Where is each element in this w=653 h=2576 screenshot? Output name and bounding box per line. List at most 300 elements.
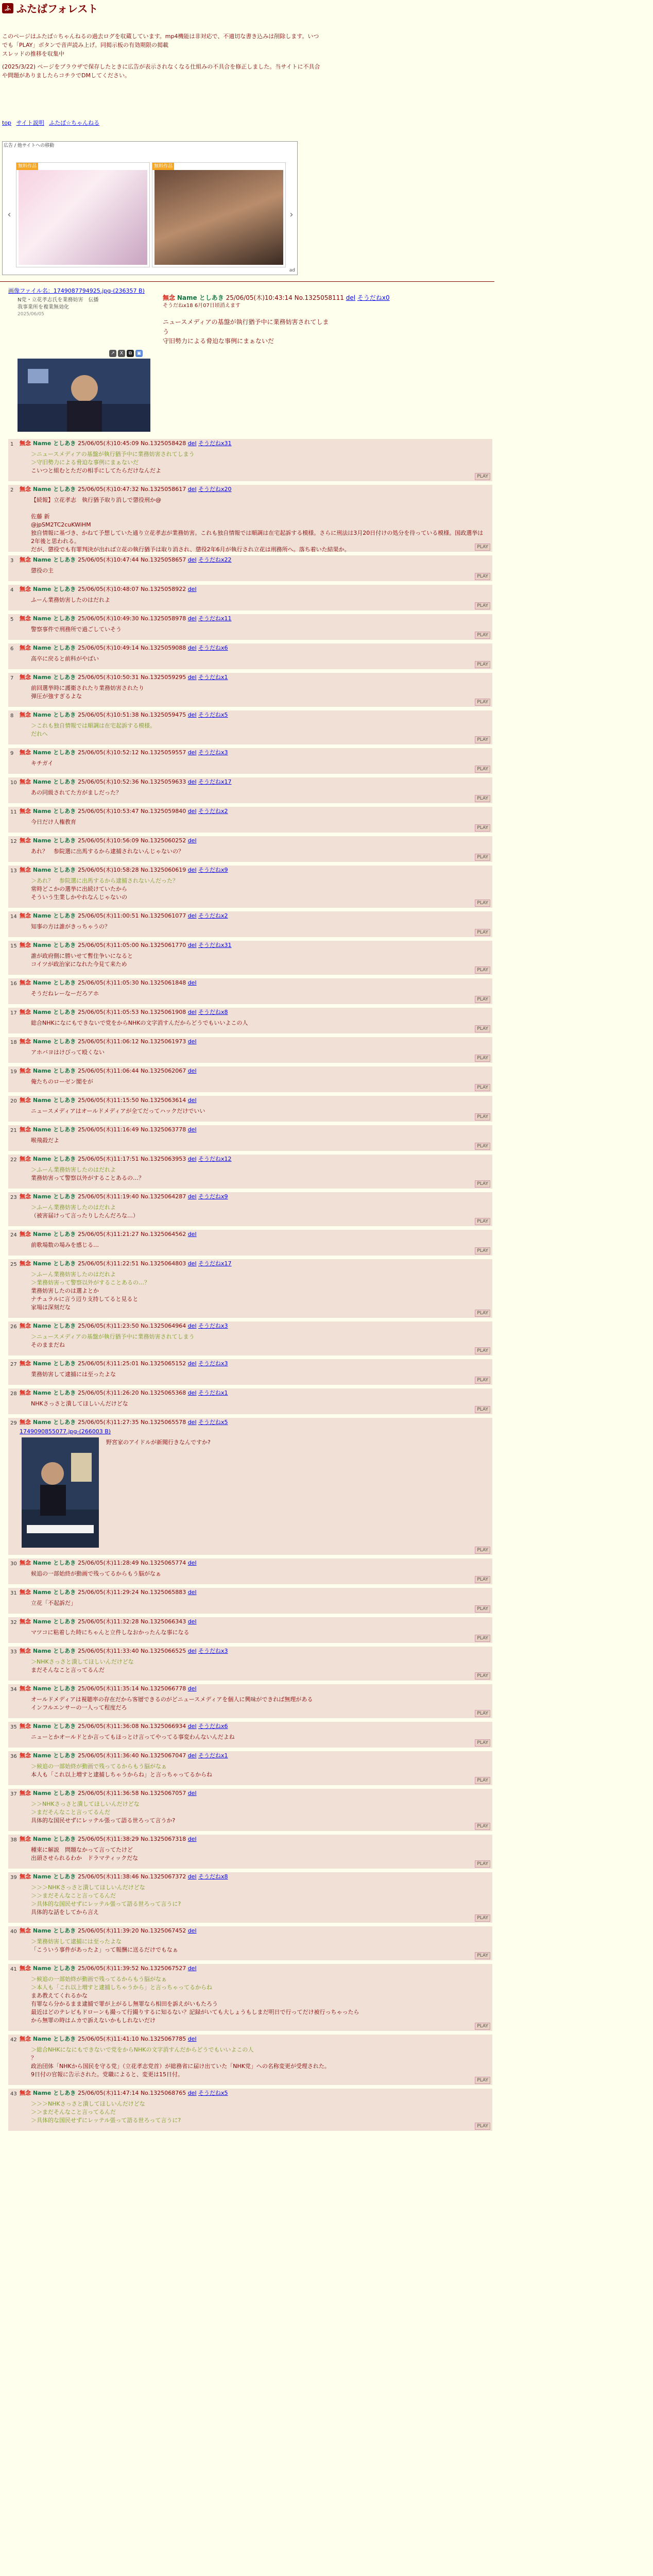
reply-post	[8, 1926, 492, 1960]
del-link[interactable]: del	[187, 979, 197, 986]
reply-post	[8, 1155, 492, 1189]
sodane-link[interactable]: そうだねx1	[198, 1389, 228, 1396]
ad-next-icon[interactable]: ›	[289, 209, 294, 220]
reply-number: 41	[10, 1967, 17, 1972]
reply-number: 31	[10, 1590, 17, 1596]
del-link[interactable]: del	[187, 1009, 197, 1015]
reply-number: 21	[10, 1128, 17, 1133]
body-line: まあ教えてくれるかな	[31, 1992, 88, 1999]
reply-number: 18	[10, 1040, 17, 1045]
reply-number: 4	[10, 587, 14, 593]
del-link[interactable]: del	[187, 1193, 197, 1200]
reply-body	[31, 1400, 484, 1408]
post-subject: 無念	[20, 1231, 33, 1238]
del-link[interactable]: del	[187, 645, 197, 651]
post-date: 25/06/05(木)11:06:44 No.1325062067	[78, 1067, 188, 1074]
nav-link-top[interactable]: top	[2, 120, 12, 126]
del-link[interactable]: del	[187, 674, 197, 681]
sodane-link[interactable]: そうだねx1	[198, 1752, 228, 1759]
post-subject: 無念	[20, 749, 33, 756]
post-name: Name としあき	[32, 1360, 78, 1367]
reply-number: 34	[10, 1687, 17, 1692]
del-link[interactable]: del	[187, 711, 197, 718]
reply-post	[8, 1359, 492, 1385]
play-button[interactable]: PLAY	[475, 1084, 490, 1091]
post-date: 25/06/05(木)11:21:27 No.1325064562	[78, 1231, 188, 1238]
op-thumbnail-art	[18, 359, 150, 432]
quote-line: ＞ふーん業務妨害したのはだれよ	[31, 1204, 116, 1211]
post-date: 25/06/05(木)11:41:10 No.1325067785	[78, 2036, 188, 2042]
quote-line: ＞候追の一部始終が動画で残ってるからもう脳がなぁ	[31, 1763, 167, 1770]
reply-header	[20, 1752, 228, 1760]
sodane-link[interactable]: そうだねx17	[198, 1260, 232, 1267]
play-button[interactable]: PLAY	[475, 1777, 490, 1784]
reply-number: 11	[10, 809, 17, 815]
post-subject: 無念	[20, 1097, 33, 1104]
body-line: 前回選挙時に護衛されたり業務妨害されたり	[31, 685, 144, 691]
del-link[interactable]: del	[187, 1231, 197, 1238]
post-date: 25/06/05(木)10:48:07 No.1325058922	[78, 586, 188, 592]
play-button[interactable]: PLAY	[475, 473, 490, 480]
reply-body	[31, 1884, 484, 1917]
reply-post	[8, 1558, 492, 1584]
del-link[interactable]: del	[187, 486, 197, 493]
reply-body	[31, 1599, 484, 1607]
body-line: （被害届けって言ったりしたんだろな…）	[31, 1212, 139, 1219]
sodane-link[interactable]: そうだねx2	[198, 912, 228, 919]
play-button[interactable]: PLAY	[475, 967, 490, 974]
del-link[interactable]: del	[187, 2090, 197, 2096]
divider	[0, 281, 494, 282]
sodane-link[interactable]: そうだねx5	[198, 2090, 228, 2096]
post-name: Name としあき	[32, 1193, 78, 1200]
play-button[interactable]: PLAY	[475, 1547, 490, 1554]
sodane-link[interactable]: そうだねx31	[198, 942, 232, 948]
post-subject: 無念	[20, 1038, 33, 1045]
post-subject: 無念	[20, 615, 33, 622]
op-post	[8, 287, 492, 432]
post-date: 25/06/05(木)11:28:49 No.1325065774	[78, 1560, 188, 1566]
body-line: 【続報】立花孝志 執行猶予取り消しで懲役刑か@	[31, 497, 161, 503]
ad-image	[154, 170, 283, 265]
play-button[interactable]: PLAY	[475, 1860, 490, 1868]
reply-number: 24	[10, 1232, 17, 1238]
sodane-link[interactable]: そうだねx3	[198, 1323, 228, 1329]
nav-links	[2, 120, 102, 127]
quote-line: ＞＞NHKさっさと潰してほしいんだけどな	[31, 1801, 140, 1807]
notice-line: (2025/3/22) ページをブラウザで保存したときに広告が表示されなくなる仕組みの不具合を修正しました。当サイトに不具合や問題がありましたらコチラでDMしてください。	[2, 63, 320, 79]
body-line: 佐藤 新	[31, 513, 50, 520]
post-date: 25/06/05(木)11:36:08 No.1325066934	[78, 1723, 188, 1730]
play-button[interactable]: PLAY	[475, 1377, 490, 1384]
play-button[interactable]: PLAY	[475, 544, 490, 551]
play-button[interactable]: PLAY	[475, 632, 490, 639]
sodane-link[interactable]: そうだねx3	[198, 749, 228, 756]
body-line: 弾圧が強すぎるよな	[31, 692, 82, 700]
play-button[interactable]: PLAY	[475, 2023, 490, 2030]
body-line: ニューとかオールドとか言ってもほっとけ言ってやってる事変わんないんだよね	[31, 1734, 235, 1740]
notice-line: スレッドの推移を収集中	[2, 50, 64, 58]
play-button[interactable]: PLAY	[475, 602, 490, 609]
post-name: Name としあき	[32, 942, 78, 948]
reply-number: 35	[10, 1724, 17, 1730]
reply-post	[8, 1684, 492, 1718]
reply-post	[8, 1588, 492, 1614]
del-link[interactable]: del	[187, 1560, 197, 1566]
post-subject: 無念	[20, 942, 33, 948]
reply-header	[20, 1067, 197, 1075]
play-button[interactable]: PLAY	[475, 1218, 490, 1225]
play-button[interactable]: PLAY	[475, 2123, 490, 2130]
del-link[interactable]: del	[187, 1965, 197, 1972]
post-name: Name としあき	[32, 1231, 78, 1238]
sodane-link[interactable]: そうだねx6	[198, 645, 228, 651]
body-line: 種束に解説 問題なかって言ってたけど	[31, 1846, 133, 1853]
post-name: Name としあき	[32, 711, 78, 718]
reply-body	[31, 1800, 484, 1825]
reply-number: 9	[10, 751, 14, 756]
post-name: Name としあき	[32, 586, 78, 592]
play-button[interactable]: PLAY	[475, 1739, 490, 1747]
quote-line: ＞ふーん業務妨害したのはだれよ	[31, 1166, 116, 1173]
reply-number: 39	[10, 1875, 17, 1880]
sodane-link[interactable]: そうだねx20	[198, 486, 232, 493]
reply-body	[31, 450, 484, 475]
reply-header	[20, 1685, 197, 1693]
post-date: 25/06/05(木)11:23:50 No.1325064964	[78, 1323, 188, 1329]
del-link[interactable]: del	[187, 556, 197, 563]
sodane-link[interactable]: そうだねx9	[198, 1193, 228, 1200]
del-link[interactable]: del	[187, 1126, 197, 1133]
play-button[interactable]: PLAY	[475, 1347, 490, 1354]
del-link[interactable]: del	[187, 1038, 197, 1045]
sodane-link[interactable]: そうだねx3	[198, 1648, 228, 1654]
reply-header	[20, 1389, 228, 1397]
play-button[interactable]: PLAY	[475, 1406, 490, 1413]
ad-image	[19, 170, 147, 265]
post-subject: 無念	[20, 556, 33, 563]
body-line: NHKさっさと潰してほしいんだけどな	[31, 1400, 128, 1407]
play-button[interactable]: PLAY	[475, 1576, 490, 1583]
del-link[interactable]: del	[187, 837, 197, 844]
sodane-link[interactable]: そうだねx5	[198, 1419, 228, 1426]
post-name: Name としあき	[32, 912, 78, 919]
post-date: 25/06/05(木)11:35:14 No.1325066778	[78, 1685, 188, 1692]
play-button[interactable]: PLAY	[475, 573, 490, 580]
post-name: Name としあき	[32, 778, 78, 785]
reply-post	[8, 1388, 492, 1414]
del-link[interactable]: del	[187, 1067, 197, 1074]
post-date: 25/06/05(木)11:36:40 No.1325067047	[78, 1752, 188, 1759]
site-header	[2, 2, 651, 14]
del-link[interactable]: del	[187, 1648, 197, 1654]
reply-header	[20, 1360, 228, 1368]
play-button[interactable]: PLAY	[475, 1113, 490, 1121]
post-subject: 無念	[20, 586, 33, 592]
copy-icon[interactable]: ⧉	[127, 350, 134, 357]
del-link[interactable]: del	[187, 1873, 197, 1880]
reply-post	[8, 1722, 492, 1748]
post-subject: 無念	[20, 1752, 33, 1759]
sodane-link[interactable]: そうだねx6	[198, 1723, 228, 1730]
reply-post	[8, 1259, 492, 1318]
reply-header	[20, 711, 228, 719]
reply-body	[31, 1333, 484, 1349]
reply-post	[8, 1037, 492, 1063]
reply-number: 6	[10, 646, 14, 652]
nav-link-about[interactable]: サイト説明	[16, 120, 44, 126]
del-link[interactable]: del	[187, 778, 197, 785]
reply-file-link[interactable]	[20, 1428, 111, 1436]
play-button[interactable]: PLAY	[475, 1180, 490, 1188]
post-name: Name としあき	[32, 674, 78, 681]
sodane-link[interactable]: そうだねx5	[198, 711, 228, 718]
del-link[interactable]: del	[187, 1752, 197, 1759]
reply-post	[8, 1617, 492, 1643]
reply-number: 42	[10, 2037, 17, 2043]
post-subject: 無念	[20, 808, 33, 815]
play-button[interactable]: PLAY	[475, 1635, 490, 1642]
del-link[interactable]: del	[187, 440, 197, 447]
del-link[interactable]: del	[187, 912, 197, 919]
post-date: 25/06/05(木)10:49:30 No.1325058978	[78, 615, 188, 622]
reply-number: 38	[10, 1837, 17, 1843]
del-link[interactable]: del	[187, 586, 197, 592]
ad-prev-icon[interactable]: ‹	[7, 209, 11, 220]
reply-post	[8, 555, 492, 581]
reply-header	[20, 2036, 197, 2043]
post-date: 25/06/05(木)11:05:53 No.1325061908	[78, 1009, 188, 1015]
post-subject: 無念	[20, 1260, 33, 1267]
play-button[interactable]: PLAY	[475, 900, 490, 907]
del-link[interactable]: del	[187, 1419, 197, 1426]
reply-header	[20, 1323, 228, 1330]
post-date: 25/06/05(木)11:16:49 No.1325063778	[78, 1126, 188, 1133]
body-line: 警察事件で刑務所で過ごしていそう	[31, 626, 122, 633]
sodane-link[interactable]: そうだねx22	[198, 556, 232, 563]
post-date: 25/06/05(木)11:29:24 No.1325065883	[78, 1589, 188, 1596]
op-file-link[interactable]: 画像ファイル名：1749087794925.jpg-(236357 B)	[8, 287, 145, 294]
reply-post	[8, 1418, 492, 1555]
post-name: Name としあき	[32, 440, 78, 447]
reply-number: 23	[10, 1195, 17, 1200]
reply-header	[20, 1009, 228, 1016]
sodane-link[interactable]: そうだねx31	[198, 440, 232, 447]
reply-thumbnail[interactable]	[22, 1437, 99, 1548]
sodane-link[interactable]: そうだねx1	[198, 674, 228, 681]
play-button[interactable]: PLAY	[475, 1247, 490, 1255]
reply-header	[20, 1589, 197, 1597]
reply-header	[20, 1873, 228, 1881]
play-button[interactable]: PLAY	[475, 1025, 490, 1032]
body-line: 出頭させられるわか ドラマティックだな	[31, 1854, 139, 1861]
sodane-link[interactable]: そうだねx0	[357, 294, 390, 301]
post-subject: 無念	[20, 2036, 33, 2042]
reply-post	[8, 614, 492, 640]
play-button[interactable]: PLAY	[475, 766, 490, 773]
del-link[interactable]: del	[187, 615, 197, 622]
quote-line: ＞候追の一部始終が動画で残ってるからもう脳がなぁ	[31, 1976, 167, 1982]
sodane-link[interactable]: そうだねx8	[198, 1873, 228, 1880]
post-subject: 無念	[20, 1965, 33, 1972]
post-name: Name としあき	[32, 867, 78, 873]
ad-tag: 無料作品	[152, 163, 174, 170]
play-button[interactable]: PLAY	[475, 699, 490, 706]
body-line: 独自情報に基づき、かねて予想していた通り立花孝志が業務妨害。これも独自情報では順調は在宅起訴する模様。さらに刑法は3月20日付けの処分を待っている模様。国政選挙は2年後と思われる。	[31, 529, 484, 545]
reply-post	[8, 2035, 492, 2085]
reply-post	[8, 807, 492, 833]
reply-body	[31, 684, 484, 701]
post-subject: 無念	[20, 1156, 33, 1162]
play-button[interactable]: PLAY	[475, 1310, 490, 1317]
reply-header	[20, 867, 228, 874]
reply-header	[20, 979, 197, 987]
reply-number: 43	[10, 2091, 17, 2097]
site-notice	[2, 32, 321, 80]
del-link[interactable]: del	[187, 1097, 197, 1104]
play-button[interactable]: PLAY	[475, 996, 490, 1003]
quote-line: ＞総合NHKになにもできないで党をからNHKの文字消すんだからどうでもいいよこの人	[31, 2046, 254, 2053]
del-link[interactable]: del	[187, 1685, 197, 1692]
play-button[interactable]: PLAY	[475, 1710, 490, 1717]
reply-number: 7	[10, 675, 14, 681]
quote-line: ＞まだそんなこと言ってるんだ	[31, 1808, 110, 1816]
play-button[interactable]: PLAY	[475, 736, 490, 743]
post-date: 25/06/05(木)11:33:40 No.1325066525	[78, 1648, 188, 1654]
del-link[interactable]: del	[187, 808, 197, 815]
file-name[interactable]: 1749090855077.jpg-(266003 B)	[20, 1428, 111, 1435]
del-link[interactable]: del	[187, 1323, 197, 1329]
ad-footer: ad	[289, 267, 295, 273]
post-subject: 無念	[20, 1360, 33, 1367]
sodane-link[interactable]: そうだねx12	[198, 1156, 232, 1162]
reply-number: 3	[10, 558, 14, 564]
play-button[interactable]: PLAY	[475, 661, 490, 668]
post-subject: 無念	[20, 1648, 33, 1654]
ad-item[interactable]	[152, 162, 286, 267]
del-link[interactable]: del	[187, 1260, 197, 1267]
del-link[interactable]: del	[187, 749, 197, 756]
reply-number: 8	[10, 713, 14, 719]
reply-header	[20, 1419, 228, 1427]
reply-post	[8, 1789, 492, 1831]
del-link[interactable]: del	[187, 867, 197, 873]
play-button[interactable]: PLAY	[475, 929, 490, 936]
play-button[interactable]: PLAY	[475, 854, 490, 861]
ad-tag: 無料作品	[16, 163, 38, 170]
op-body: ニュースメディアの基盤が執行猶予中に業務妨害されてしま う 守旧勢力による脅迫な事例にまぁないだ	[163, 318, 329, 345]
del-link[interactable]: del	[187, 1723, 197, 1730]
play-button[interactable]: PLAY	[475, 1605, 490, 1613]
reply-body	[31, 1696, 484, 1712]
post-subject: 無念	[20, 674, 33, 681]
play-button[interactable]: PLAY	[475, 1143, 490, 1150]
post-name: Name としあき	[32, 1260, 78, 1267]
reply-body	[31, 1762, 484, 1779]
post-subject: 無念	[20, 1589, 33, 1596]
ad-item[interactable]	[16, 162, 150, 267]
site-title[interactable]: ふたばフォレスト	[16, 3, 98, 15]
play-button[interactable]: PLAY	[475, 1823, 490, 1830]
post-subject: 無念	[20, 1193, 33, 1200]
post-name: Name としあき	[32, 645, 78, 651]
quote-line: ＞守旧勢力による脅迫な事例にまぁないだ	[31, 459, 139, 466]
play-button[interactable]: PLAY	[475, 795, 490, 802]
del-link[interactable]: del	[187, 1360, 197, 1367]
body-line: 政治団体「NHKから国民を守る党」（立花孝志党首）が総務省に届け出ていた「NHK党」への名称変更が受理された。	[31, 2062, 330, 2070]
post-subject: 無念	[20, 1419, 33, 1426]
play-button[interactable]: PLAY	[475, 1055, 490, 1062]
del-link[interactable]: del	[187, 1618, 197, 1625]
quote-line: ＞業務妨害って警察以外がすることあるの…？	[31, 1279, 150, 1286]
sodane-link[interactable]: そうだねx17	[198, 778, 232, 785]
sodane-link[interactable]: そうだねx2	[198, 808, 228, 815]
reply-post	[8, 485, 492, 552]
del-link[interactable]: del	[187, 2036, 197, 2042]
del-link[interactable]: del	[187, 942, 197, 948]
reply-body	[31, 722, 484, 738]
reply-body	[31, 952, 484, 969]
del-link[interactable]: del	[187, 1389, 197, 1396]
nav-link-futaba[interactable]: ふたば☆ちゃんねる	[49, 120, 100, 126]
reply-post	[8, 911, 492, 937]
sodane-link[interactable]: そうだねx8	[198, 1009, 228, 1015]
reply-number: 15	[10, 943, 17, 949]
post-name: Name としあき	[32, 1752, 78, 1759]
body-line: から無罪の時はムカで訴えないかもしれないだけ	[31, 2016, 156, 2024]
quote-line: ＞これも独自情報では順調は在宅起訴する模様。	[31, 722, 156, 729]
reply-post	[8, 2089, 492, 2131]
sodane-link[interactable]: そうだねx11	[198, 615, 232, 622]
reply-header	[20, 1927, 197, 1935]
del-link[interactable]: del	[187, 1589, 197, 1596]
post-subject: 無念	[20, 486, 33, 493]
play-button[interactable]: PLAY	[475, 1952, 490, 1959]
play-button[interactable]: PLAY	[475, 2077, 490, 2084]
post-name: Name としあき	[32, 837, 78, 844]
op-thumbnail[interactable]	[18, 359, 150, 432]
play-button[interactable]: PLAY	[475, 1672, 490, 1680]
post-subject: 無念	[20, 440, 33, 447]
post-date: 25/06/05(木)11:15:50 No.1325063614	[78, 1097, 188, 1104]
play-button[interactable]: PLAY	[475, 824, 490, 832]
body-line: そういう生業しかやれなんじゃないの	[31, 893, 127, 901]
site-logo: ふ	[2, 3, 13, 13]
del-link[interactable]: del	[346, 294, 356, 301]
reply-body	[31, 1137, 484, 1145]
del-link[interactable]: del	[187, 1836, 197, 1842]
share-icons	[109, 348, 144, 357]
post-subject: 無念	[20, 1323, 33, 1329]
del-link[interactable]: del	[187, 1790, 197, 1797]
sodane-link[interactable]: そうだねx3	[198, 1360, 228, 1367]
reply-body	[31, 848, 484, 856]
del-link[interactable]: del	[187, 1156, 197, 1162]
quote-line: ＞ふーん業務妨害したのはだれよ	[31, 1271, 116, 1278]
reply-body	[31, 655, 484, 663]
bookmark-icon[interactable]: ▣	[135, 350, 143, 357]
body-line: @jpSM2TC2cuKWiHM	[31, 521, 91, 528]
x-icon[interactable]: X	[118, 350, 125, 357]
post-name: Name としあき	[32, 1156, 78, 1162]
play-button[interactable]: PLAY	[475, 1914, 490, 1922]
sodane-link[interactable]: そうだねx9	[198, 867, 228, 873]
body-line: キチガイ	[31, 760, 54, 767]
share-icon[interactable]: ↗	[109, 350, 116, 357]
body-line: 野宮家のアイドルが新聞行きなんですか?	[106, 1439, 211, 1446]
reply-post	[8, 1066, 492, 1092]
del-link[interactable]: del	[187, 1927, 197, 1934]
